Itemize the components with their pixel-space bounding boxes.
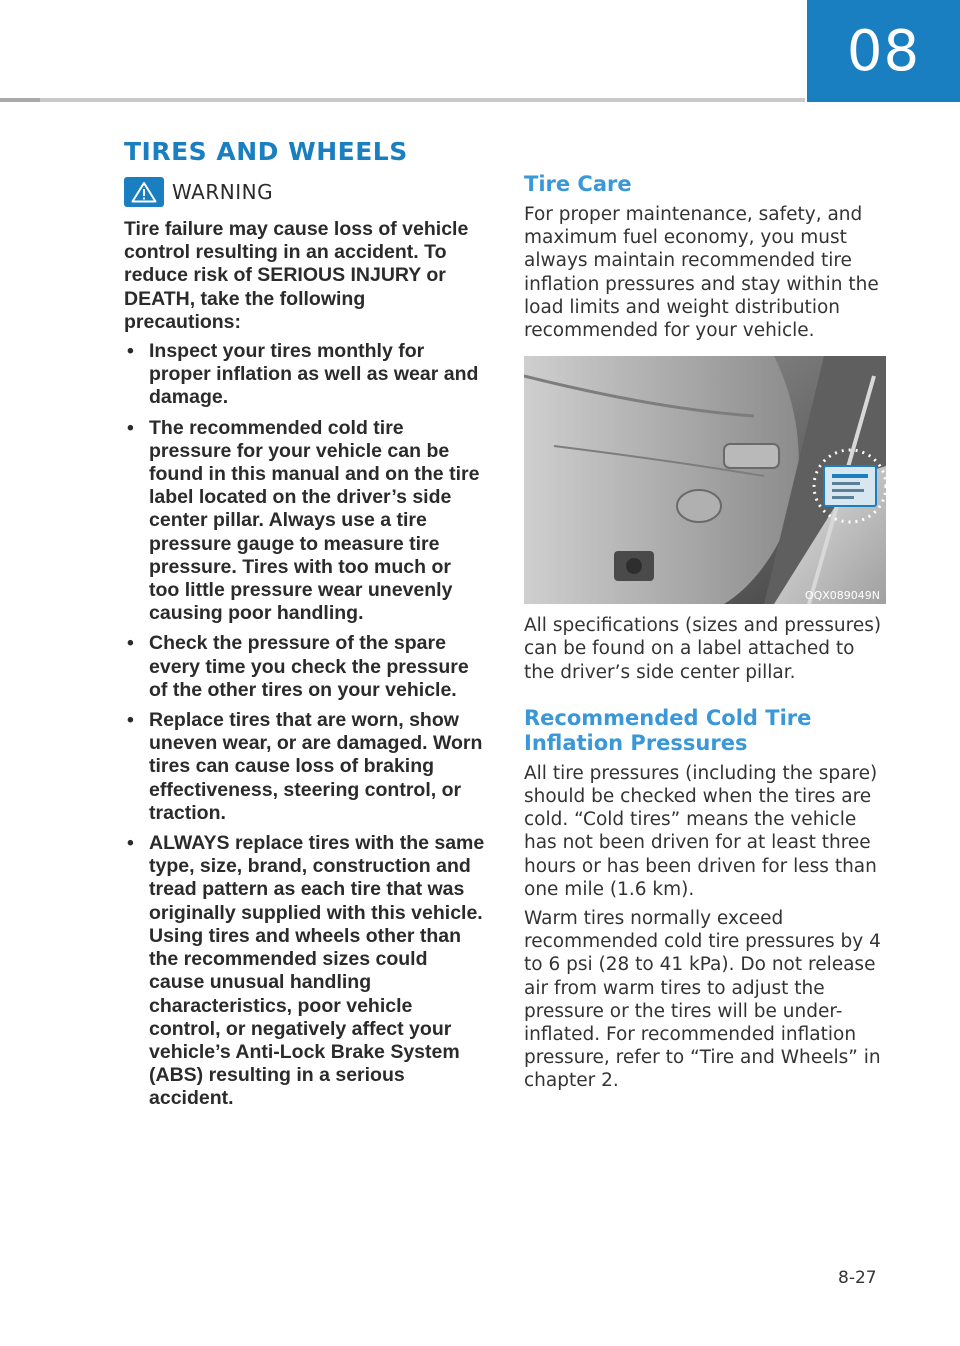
list-item-text: The recommended cold tire pressure for your vehicle can be found in this manual and on the tire label located on the driver’s side center pillar. Always use a tire pressure gauge to measure tire pressure. Tires with too much or too little pressure wear unevenly causing poor handling. [149, 416, 480, 625]
list-item [124, 832, 486, 1110]
list-item [124, 417, 486, 626]
list-item-text: Inspect your tires monthly for proper inflation as well as wear and damage. [149, 340, 479, 409]
warning-intro: Tire failure may cause loss of vehicle control resulting in an accident. To reduce risk of SERIOUS INJURY or DEATH, take the following precautions: [124, 218, 469, 333]
tire-care-heading: Tire Care [524, 172, 632, 196]
bullet: • [127, 416, 134, 439]
header-rule-accent [0, 98, 40, 102]
warning-triangle-icon [124, 177, 164, 207]
chapter-tab: 08 [807, 0, 960, 102]
left-column [124, 176, 486, 1118]
bullet: • [127, 632, 134, 655]
cold-tire-heading: Recommended Cold Tire Inflation Pressures [524, 705, 812, 755]
bullet: • [127, 340, 134, 363]
bullet: • [127, 832, 134, 855]
right-column [524, 172, 886, 1093]
bullet: • [127, 709, 134, 732]
image-caption: OQX089049N [804, 589, 880, 603]
seat-pillar-illustration [524, 356, 886, 604]
list-item-text: ALWAYS replace tires with the same type, size, brand, construction and tread pattern as each tire that was originally supplied with this vehicle. Using tires and wheels other than the recommended sizes could cause unusual handling characteristics, poor vehicle control, or negatively affect your vehicle’s Anti-Lock Brake System (ABS) resulting in a serious accident. [149, 832, 485, 1110]
list-item-text: Check the pressure of the spare every time you check the pressure of the other tires on your vehicle. [149, 632, 469, 701]
page-number: 8-27 [838, 1268, 877, 1288]
list-item [124, 340, 486, 410]
list-item-text: Replace tires that are worn, show uneven wear, or are damaged. Worn tires can cause loss of braking effectiveness, steering control, or traction. [149, 709, 483, 824]
list-item [124, 709, 486, 825]
list-item [124, 632, 486, 702]
tire-label-photo [524, 356, 886, 604]
warning-header [124, 176, 486, 208]
section-title: TIRES AND WHEELS [124, 137, 408, 166]
cold-tire-paragraph: All tire pressures (including the spare) should be checked when the tires are cold. “Cold tires” means the vehicle has not been driven for at least three hours or has been driven for less than one mile (1.6 km). [524, 762, 878, 900]
warning-list [124, 340, 486, 1111]
specifications-paragraph: All specifications (sizes and pressures) can be found on a label attached to the driver’s side center pillar. [524, 615, 882, 683]
warning-label: WARNING [172, 180, 274, 204]
tire-care-paragraph: For proper maintenance, safety, and maximum fuel economy, you must always maintain recommended tire inflation pressures and stay within the load limits and weight distribution recommended for your vehicle. [524, 204, 879, 342]
header-rule [0, 98, 805, 102]
warm-tire-paragraph: Warm tires normally exceed recommended cold tire pressures by 4 to 6 psi (28 to 41 kPa). Do not release air from warm tires to adjust the pressure or the tires will be under-inflated. For recommended inflation pressure, refer to “Tire and Wheels” in chapter 2. [524, 908, 881, 1092]
